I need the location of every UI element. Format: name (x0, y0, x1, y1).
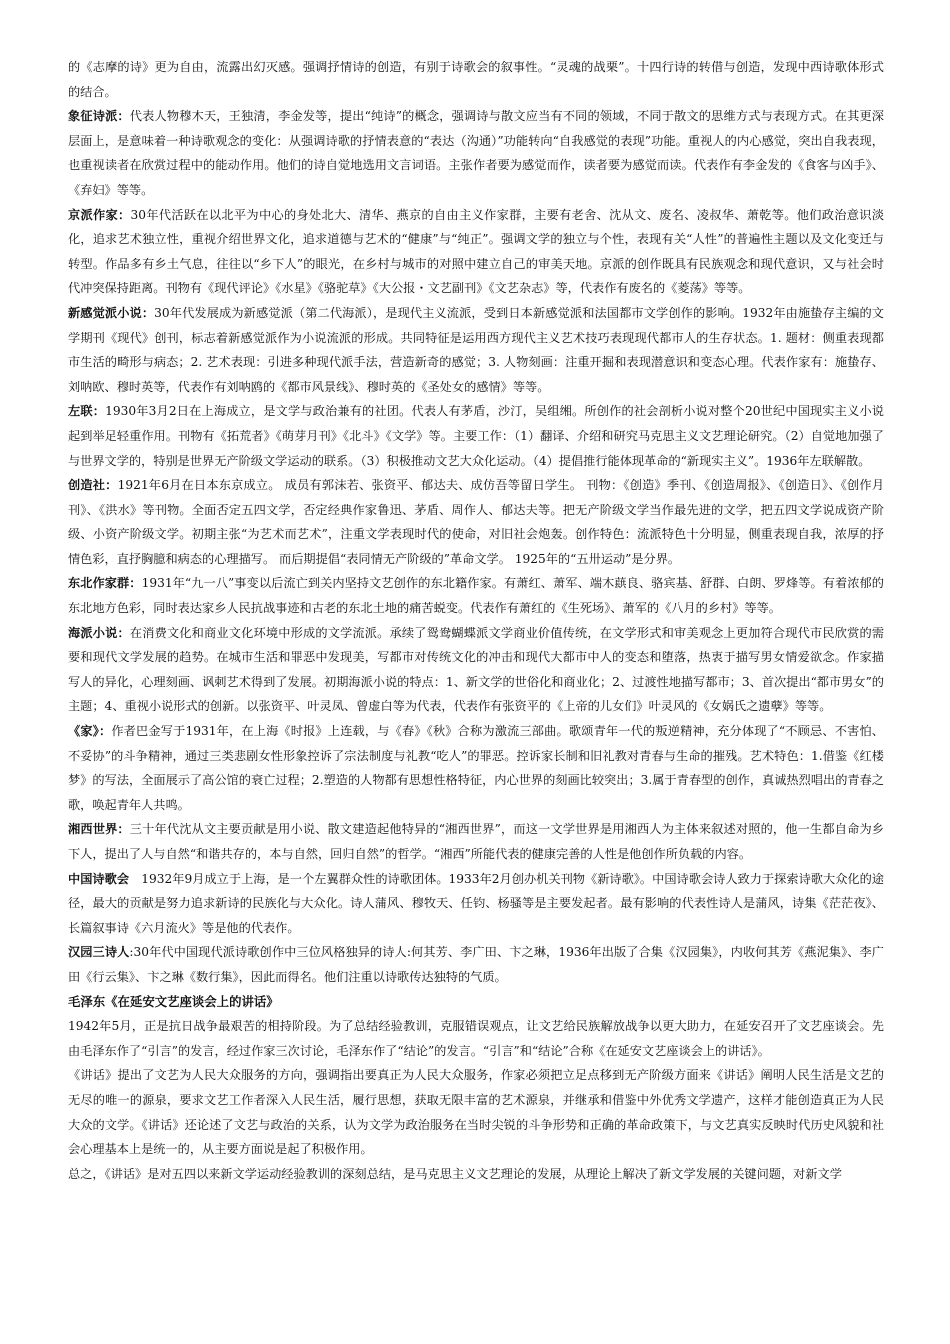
entry-term: 京派作家： (68, 207, 131, 222)
section-paragraph: 1942年5月，正是抗日战争最艰苦的相持阶段。为了总结经验教训，克服错误观点，让文艺给民族解放战争以更大助力，在延安召开了文艺座谈会。先由毛泽东作了“引言”的发言，经过作家三次讨论，毛泽东作了“结论”的发言。“引言”和“结论”合称《在延安文艺座谈会上的讲话》。 (68, 1019, 884, 1058)
entry-text: :30年代中国现代派诗歌创作中三位风格独异的诗人:何其芳、李广田、卞之琳，1936年出版了合集《汉园集》，内收何其芳《燕泥集》、李广田《行云集》、卞之琳《数行集》，因此而得名。他们注重以诗歌传达独特的气质。 (68, 945, 884, 984)
entry-neo-sensationist-fiction (68, 301, 884, 399)
entry-text: 1932年9月成立于上海，是一个左翼群众性的诗歌团体。1933年2月创办机关刊物《新诗歌》。中国诗歌会诗人致力于探索诗歌大众化的途径，最大的贡献是努力追求新诗的民族化与大众化。诗人蒲风、穆牧天、任钧、杨骚等是主要发起者。最有影响的代表性诗人是蒲风，诗集《茫茫夜》、长篇叙事诗《六月流火》等是他的代表作。 (68, 871, 884, 935)
entry-text: 1931年“九一八”事变以后流亡到关内坚持文艺创作的东北籍作家。有萧红、萧军、端木蕻良、骆宾基、舒群、白朗、罗烽等。有着浓郁的东北地方色彩，同时表达家乡人民抗战事迹和古老的东北土地的痛苦蜕变。代表作有萧红的《生死场》、萧军的《八月的乡村》等等。 (68, 576, 884, 616)
entry-text: 代表人物穆木天，王独清，李金发等，提出“纯诗”的概念，强调诗与散文应当有不同的领域，不同于散文的思维方式与表现方式。在其更深层面上，是意味着一种诗歌观念的变化：从强调诗歌的抒情表意的“表达（沟通）”功能转向“自我感觉的表现”功能。重视人的内心感觉，突出自我表现，也重视读者在欣赏过程中的能动作用。他们的诗自觉地选用文言词语。主张作者要为感觉而作，读者要为感觉而读。代表作有李金发的《食客与凶手》、《弃妇》等等。 (68, 109, 884, 197)
entry-term: 《家》： (68, 724, 112, 739)
entry-term: 新感觉派小说： (68, 305, 155, 320)
entry-text: 30年代发展成为新感觉派（第二代海派），是现代主义流派，受到日本新感觉派和法国都市文学创作的影响。1932年由施蛰存主编的文学期刊《现代》创刊，标志着新感觉派作为小说流派的形成。共同特征是运用西方现代主义艺术技巧表现现代都市人的生存状态。1. 题材：侧重表现都市生活的畸形与病态；2. 艺术表现：引进多种现代派手法，营造新奇的感觉；3. 人物刻画：注重开掘和表现潜意识和变态心理。代表作家有：施蛰存、刘呐欧、穆时英等，代表作有刘呐鸥的《都市风景线》、穆时英的《圣处女的感情》等等。 (68, 305, 884, 394)
entry-text: 作者巴金写于1931年，在上海《时报》上连载，与《春》《秋》合称为激流三部曲。歌颂青年一代的叛逆精神，充分体现了“不顾忌、不害怕、不妥协”的斗争精神，通过三类悲剧女性形象控诉了宗法制度与礼教“吃人”的罪恶。控诉家长制和旧礼教对青春与生命的摧残。艺术特色：1.借鉴《红楼梦》的写法，全面展示了高公馆的衰亡过程；2.塑造的人物都有思想性格特征，内心世界的刻画比较突出；3.属于青春型的创作，真诚热烈唱出的青春之歌，唤起青年人共鸣。 (68, 724, 884, 812)
entry-text: 在消费文化和商业文化环境中形成的文学流派。承续了鸳鸯蝴蝶派文学商业价值传统，在文学形式和审美观念上更加符合现代市民欣赏的需要和现代文学发展的趋势。在城市生活和罪恶中发现美，写都市对传统文化的冲击和现代大都市中人的变态和堕落，热衷于描写男女情爱欲念。作家描写人的异化，心理刻画、讽刺艺术得到了发展。初期海派小说的特点：1、新文学的世俗化和商业化；2、过渡性地描写都市；3、首次提出“都市男女”的主题；4、重视小说形式的创新。以张资平、叶灵凤、曾虚白等为代表，代表作有张资平的《上帝的儿女们》叶灵风的《女娲氏之遗孽》等等。 (68, 625, 885, 714)
entry-term: 创造社： (68, 478, 118, 493)
section-paragraph: 《讲话》提出了文艺为人民大众服务的方向，强调指出要真正为人民大众服务，作家必须把立足点移到无产阶级方面来《讲话》阐明人民生活是文艺的无尽的唯一的源泉，要求文艺工作者深入人民生活，履行思想，获取无限丰富的艺术源泉，并继承和借鉴中外优秀文学遗产，这样才能创造真正为人民大众的文学。《讲话》还论述了文艺与政治的关系，认为文学为政治服务在当时尖锐的斗争形势和正确的革命政策下，与文艺真实反映时代历史风貌和社会心理基本上是统一的，从主要方面说是起了积极作用。 (68, 1068, 884, 1157)
entry-term: 象征诗派： (68, 109, 130, 124)
entry-xiangxi-world (68, 817, 884, 866)
entry-term: 海派小说： (68, 625, 130, 640)
entry-term: 中国诗歌会 (68, 871, 130, 886)
section-paragraph: 总之，《讲话》是对五四以来新文学运动经验教训的深刻总结，是马克思主义文艺理论的发展，从理论上解决了新文学发展的关键问题，对新文学 (68, 1166, 842, 1181)
entry-symbolist-poets (68, 104, 884, 202)
entry-china-poetry-society (68, 867, 884, 941)
entry-term: 东北作家群： (68, 576, 142, 591)
entry-jingpai-writers (68, 203, 884, 301)
entry-text: 30年代活跃在以北平为中心的身处北大、清华、燕京的自由主义作家群，主要有老舍、沈从文、废名、凌叔华、萧乾等。他们政治意识淡化，追求艺术独立性，重视介绍世界文化，追求道德与艺术的“健康”与“纯正”。强调文学的独立与个性，表现有关“人性”的普遍性主题以及文化变迁与转型。作品多有乡土气息，往往以“乡下人”的眼光，在乡村与城市的对照中建立自己的审美天地。京派的创作既具有民族观念和现代意识，又与社会时代冲突保持距离。刊物有《现代评论》《水星》《骆驼草》《大公报・文艺副刊》《文艺杂志》等，代表作有废名的《菱荡》等等。 (68, 207, 885, 296)
entry-text: 1930年3月2日在上海成立，是文学与政治兼有的社团。代表人有茅盾，沙汀，吴组缃。所创作的社会剖析小说对整个20世纪中国现实主义小说起到举足轻重作用。刊物有《拓荒者》《萌芽月刊》《北斗》《文学》等。主要工作：（1）翻译、介绍和研究马克思主义文艺理论研究。（2）自觉地加强了与世界文学的，特别是世界无产阶级文学运动的联系。（3）积极推动文艺大众化运动。（4）提倡推行能体现革命的“新现实主义”。1936年左联解散。 (68, 404, 884, 468)
entry-term: 左联： (68, 404, 106, 419)
entry-creation-society (68, 473, 884, 571)
entry-haipai-fiction (68, 621, 884, 719)
entry-text: 1921年6月在日本东京成立。 成员有郭沫若、张资平、郁达夫、成仿吾等留日学生。 刊物：《创造》季刊、《创造周报》、《创造日》、《创作月刊》、《洪水》等刊物。全面否定五四文学，否定经典作家鲁迅、茅盾、周作人、郁达夫等。把无产阶级文学当作最先进的文学，把五四文学说成资产阶级、小资产阶级文学。初期主张“为艺术而艺术”，注重文学表现时代的使命，对旧社会炮轰。创作特色：流派特色十分明显，侧重表现自我，浓厚的抒情色彩，直抒胸臆和病态的心理描写。 而后期提倡“表同情无产阶级的”革命文学。 1925年的“五卅运动”是分界。 (68, 478, 885, 566)
intro-paragraph: 的《志摩的诗》更为自由，流露出幻灭感。强调抒情诗的创造，有别于诗歌会的叙事性。“灵魂的战栗”。十四行诗的转借与创造，发现中西诗歌体形式的结合。 (68, 60, 884, 99)
entry-left-league (68, 399, 884, 473)
entry-hanyuan-poets (68, 940, 884, 989)
section-title: 毛泽东《在延安文艺座谈会上的讲话》 (68, 993, 279, 1009)
entry-text: 三十年代沈从文主要贡献是用小说、散文建造起他特异的“湘西世界”，而这一文学世界是用湘西人为主体来叙述对照的，他一生都自命为乡下人，提出了人与自然“和谐共存的，本与自然，回归自然”的哲学。“湘西”所能代表的健康完善的人性是他创作所负载的内容。 (68, 822, 884, 861)
entry-family-novel (68, 719, 884, 817)
entry-northeast-writers (68, 571, 884, 620)
entry-term: 汉园三诗人 (68, 945, 130, 960)
entry-term: 湘西世界： (68, 822, 130, 837)
